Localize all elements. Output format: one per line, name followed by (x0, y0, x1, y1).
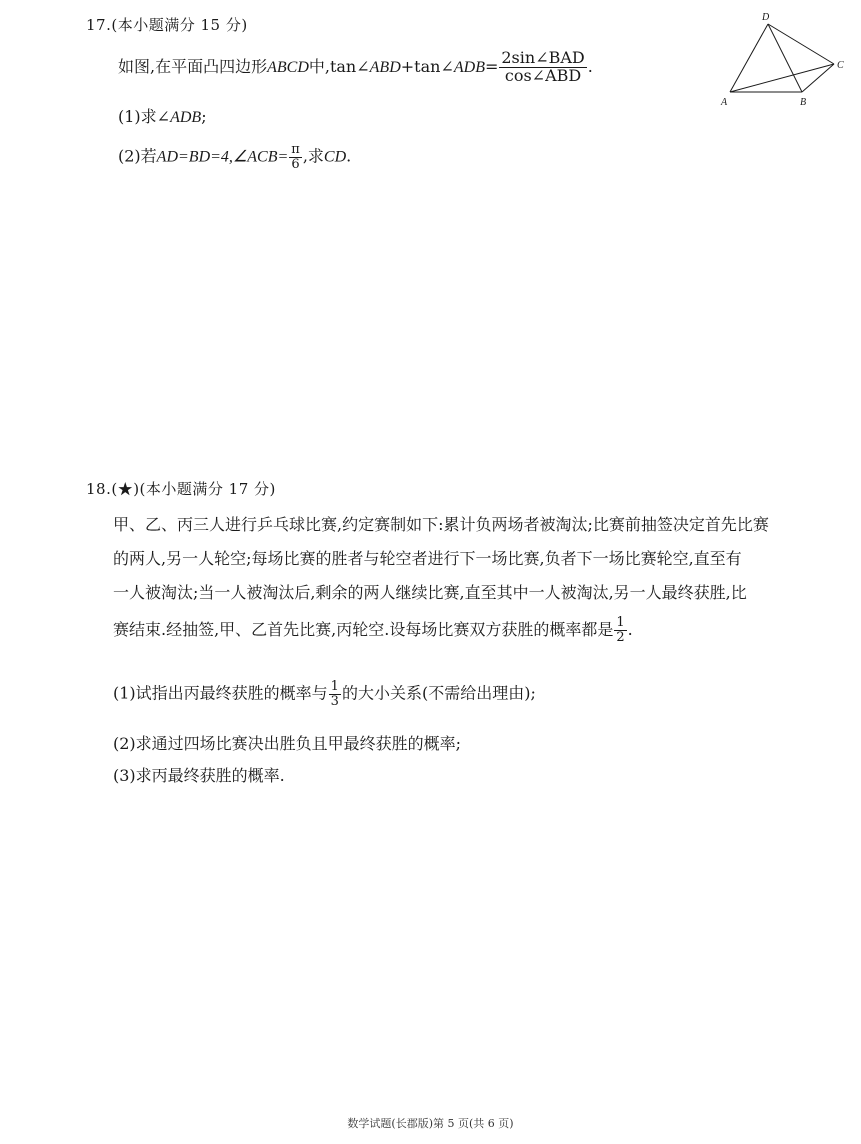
q17-part2-cd: CD (323, 148, 347, 166)
q18-line2: 的两人,另一人轮空;每场比赛的胜者与轮空者进行下一场比赛,负者下一场比赛轮空,直至有 (113, 549, 742, 568)
q17-stem-abd: ABD (369, 58, 401, 76)
q17-stem-plus: +tan∠ (400, 56, 454, 76)
q17-stem-prefix: 如图,在平面凸四边形 (118, 56, 268, 76)
q18-line1: 甲、乙、丙三人进行乒乓球比赛,约定赛制如下:累计负两场者被淘汰;比赛前抽签决定首先比赛 (113, 515, 769, 534)
q17-stem (118, 50, 593, 85)
q17-stem-adb: ADB (453, 58, 485, 76)
q18-line3: 一人被淘汰;当一人被淘汰后,剩余的两人继续比赛,直至其中一人被淘汰,另一人最终获胜,比 (113, 583, 747, 602)
q17-stem-end: . (587, 56, 593, 76)
q17-part2-num: π (291, 142, 300, 157)
q18-part3: (3)求丙最终获胜的概率. (113, 766, 285, 785)
q18-part1-fraction (329, 680, 341, 708)
q17-stem-eq: = (484, 56, 499, 76)
q18-part1 (113, 680, 536, 708)
q17-frac-den: cos∠ABD (504, 65, 582, 85)
q18-line4-den: 2 (616, 630, 625, 645)
q18-stem (113, 508, 853, 650)
page-footer: 数学试题(长郡版)第 5 页(共 6 页) (347, 1117, 514, 1130)
q17-part2-prefix: (2)若 (118, 146, 157, 166)
q17-part2-den: 6 (291, 156, 300, 172)
q18-part1-num: 1 (330, 679, 339, 694)
q18-line4 (113, 610, 853, 650)
q17-part2-fraction (289, 143, 302, 171)
q17-part1 (118, 104, 207, 127)
q18-part1-end: 的大小关系(不需给出理由); (341, 683, 536, 703)
label-c: C (837, 60, 844, 71)
q17-fraction (499, 50, 586, 85)
q18-part2: (2)求通过四场比赛决出胜负且甲最终获胜的概率; (113, 734, 462, 753)
q18-line4-fraction (614, 616, 626, 644)
label-b: B (800, 97, 807, 108)
q18-line4-prefix: 赛结束.经抽签,甲、乙首先比赛,丙轮空.设每场比赛双方获胜的概率都是 (113, 620, 614, 639)
q17-part1-prefix: (1)求∠ (118, 107, 171, 126)
q17-part2 (118, 143, 351, 171)
q17-stem-quad: ABCD (267, 58, 309, 76)
q18-line4-num: 1 (616, 615, 625, 631)
q17-stem-mid: 中,tan∠ (308, 56, 370, 76)
q17-part2-eq: AD=BD=4,∠ACB= (156, 148, 289, 166)
label-a: A (721, 97, 728, 108)
edge-da (730, 24, 768, 92)
quadrilateral-figure (716, 8, 856, 113)
q18-part1-den: 3 (330, 693, 339, 709)
q18-part1-prefix: (1)试指出丙最终获胜的概率与 (113, 683, 328, 703)
q17-part2-dot: . (346, 146, 352, 166)
label-d: D (762, 12, 770, 23)
q18-header: 18.(★)(本小题满分 17 分) (86, 480, 276, 498)
q17-part2-end: ,求 (302, 146, 324, 166)
q18-line4-end: . (627, 620, 633, 639)
q17-header: 17.(本小题满分 15 分) (86, 16, 248, 34)
q17-part1-end: ; (201, 107, 207, 126)
q17-part1-var: ADB (170, 109, 202, 126)
q17-frac-num: 2sin∠BAD (501, 48, 585, 67)
